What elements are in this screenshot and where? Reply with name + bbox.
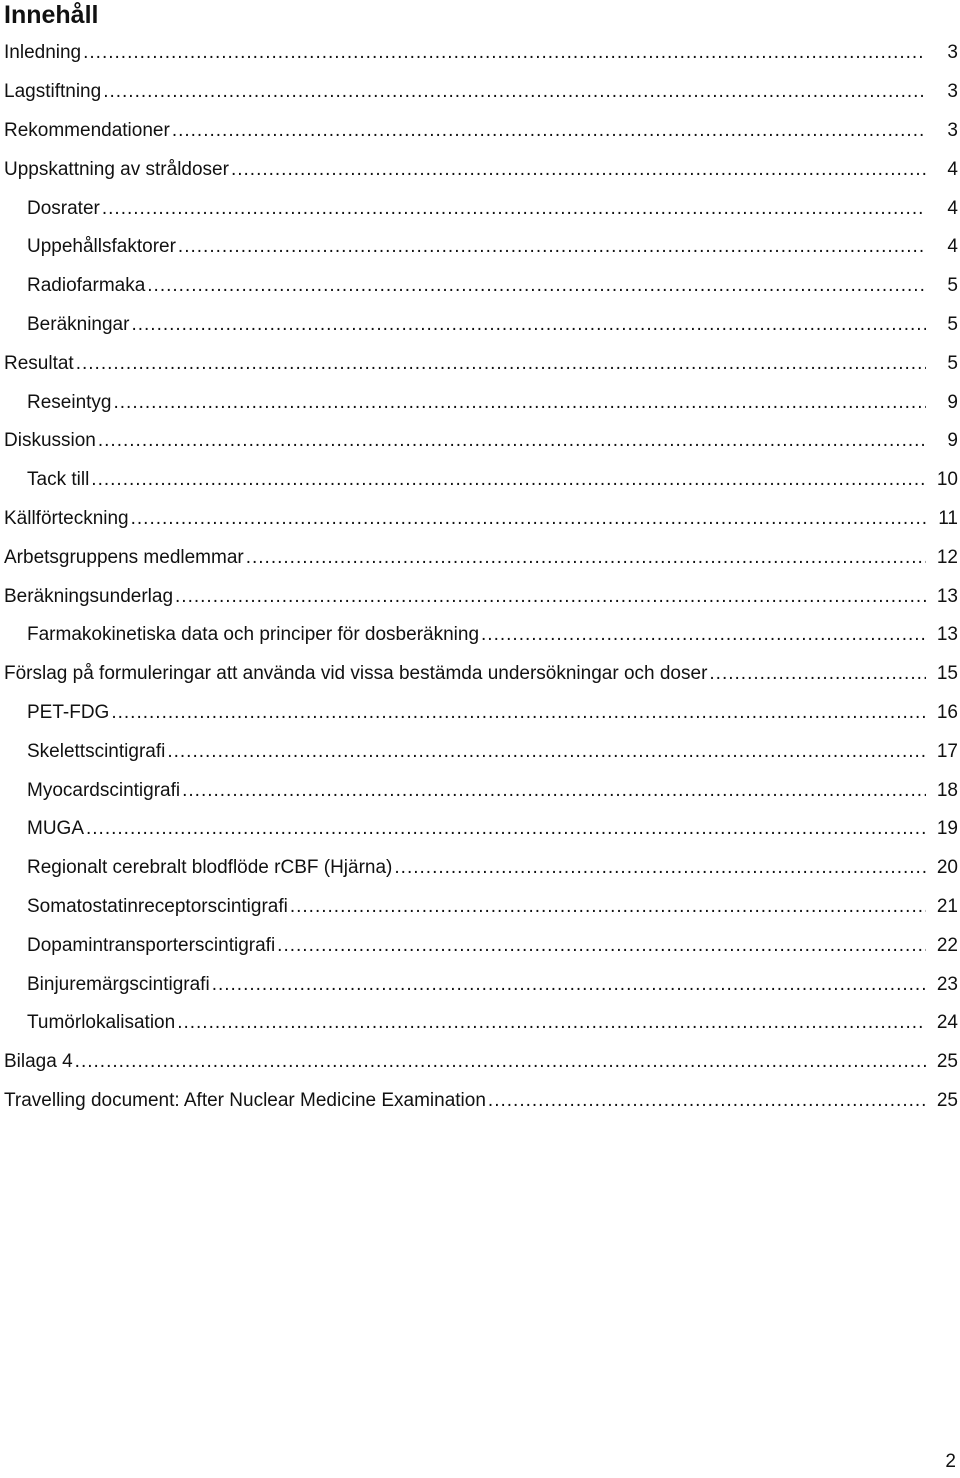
toc-entry[interactable] — [0, 1043, 960, 1082]
toc-entry[interactable] — [0, 888, 960, 927]
toc-dot-leader — [175, 585, 926, 609]
toc-entry-title: Beräkningsunderlag — [4, 585, 174, 607]
toc-entry[interactable] — [0, 267, 960, 306]
toc-dot-leader — [182, 779, 926, 803]
toc-entry-title: Rekommendationer — [4, 119, 170, 141]
toc-entry-title: Källförteckning — [4, 507, 129, 529]
toc-entry[interactable] — [0, 1082, 960, 1121]
toc-entry[interactable] — [0, 616, 960, 655]
toc-dot-leader — [114, 391, 927, 415]
toc-entry-title: Binjuremärgscintigrafi — [27, 973, 210, 995]
toc-entry-title: MUGA — [27, 818, 84, 840]
toc-dot-leader — [488, 1089, 926, 1113]
toc-dot-leader — [98, 429, 926, 453]
toc-entry-page: 5 — [926, 313, 958, 337]
toc-entry[interactable] — [0, 577, 960, 616]
toc-entry[interactable] — [0, 694, 960, 733]
toc-entry-page: 23 — [926, 973, 958, 997]
toc-dot-leader — [709, 662, 926, 686]
toc-entry[interactable] — [0, 461, 960, 500]
toc-entry-page: 3 — [926, 80, 958, 104]
toc-entry-title: PET-FDG — [27, 701, 110, 723]
toc-entry-page: 15 — [926, 662, 958, 686]
toc-entry-title: Tack till — [27, 469, 90, 491]
toc-entry-page: 3 — [926, 119, 958, 143]
toc-entry-title: Dosrater — [27, 197, 100, 219]
toc-dot-leader — [290, 895, 926, 919]
toc-entry[interactable] — [0, 732, 960, 771]
toc-entry-title: Beräkningar — [27, 313, 130, 335]
toc-entry-title: Lagstiftning — [4, 81, 102, 103]
toc-entry-page: 5 — [926, 352, 958, 376]
toc-entry-page: 13 — [926, 623, 958, 647]
toc-entry-title: Myocardscintigrafi — [27, 779, 181, 801]
toc-entry-title: Diskussion — [4, 430, 96, 452]
toc-dot-leader — [172, 119, 926, 143]
toc-entry[interactable] — [0, 150, 960, 189]
toc-entry-title: Skelettscintigrafi — [27, 740, 166, 762]
toc-entry-page: 22 — [926, 934, 958, 958]
toc-dot-leader — [75, 1050, 926, 1074]
toc-entry-title: Arbetsgruppens medlemmar — [4, 546, 244, 568]
toc-entry-title: Förslag på formuleringar att använda vid vissa bestämda undersökningar och doser — [4, 663, 708, 685]
toc-entry-page: 20 — [926, 856, 958, 880]
toc-dot-leader — [178, 235, 926, 259]
toc-dot-leader — [131, 507, 926, 531]
toc-dot-leader — [76, 352, 926, 376]
toc-entry-title: Dopamintransporterscintigrafi — [27, 934, 276, 956]
toc-entry[interactable] — [0, 383, 960, 422]
toc-entry-page: 9 — [926, 391, 958, 415]
toc-dot-leader — [102, 197, 926, 221]
toc-entry-page: 4 — [926, 197, 958, 221]
toc-entry-title: Somatostatinreceptorscintigrafi — [27, 895, 288, 917]
toc-entry-title: Travelling document: After Nuclear Medicine Examination — [4, 1089, 486, 1111]
toc-dot-leader — [86, 817, 926, 841]
toc-entry[interactable] — [0, 926, 960, 965]
toc-dot-leader — [277, 934, 926, 958]
toc-dot-leader — [91, 468, 926, 492]
toc-entry[interactable] — [0, 189, 960, 228]
toc-entry-page: 17 — [926, 740, 958, 764]
toc-entry-title: Bilaga 4 — [4, 1051, 73, 1073]
toc-entry-page: 5 — [926, 274, 958, 298]
toc-entry-title: Farmakokinetiska data och principer för dosberäkning — [27, 624, 480, 646]
toc-entry-page: 24 — [926, 1011, 958, 1035]
toc-entry-page: 25 — [926, 1089, 958, 1113]
toc-entry-title: Uppehållsfaktorer — [27, 236, 176, 258]
toc-entry-title: Resultat — [4, 352, 74, 374]
toc-entry[interactable] — [0, 965, 960, 1004]
toc-entry[interactable] — [0, 112, 960, 151]
toc-entry-page: 19 — [926, 817, 958, 841]
page-number: 2 — [945, 1451, 956, 1472]
toc-entry[interactable] — [0, 344, 960, 383]
toc-entry-page: 10 — [926, 468, 958, 492]
toc-dot-leader — [131, 313, 926, 337]
toc-entry-page: 9 — [926, 429, 958, 453]
toc-entry[interactable] — [0, 34, 960, 73]
toc-dot-leader — [167, 740, 926, 764]
toc-entry[interactable] — [0, 810, 960, 849]
toc-entry-page: 18 — [926, 779, 958, 803]
toc-heading: Innehåll — [4, 1, 99, 29]
toc-dot-leader — [147, 274, 926, 298]
toc-dot-leader — [103, 80, 926, 104]
toc-entry[interactable] — [0, 73, 960, 112]
toc-entry-title: Tumörlokalisation — [27, 1012, 176, 1034]
toc-entry-page: 13 — [926, 585, 958, 609]
toc-entry-title: Radiofarmaka — [27, 275, 146, 297]
toc-entry-title: Inledning — [4, 42, 82, 64]
toc-dot-leader — [481, 623, 926, 647]
toc-entry-page: 16 — [926, 701, 958, 725]
toc-entry[interactable] — [0, 306, 960, 345]
toc-dot-leader — [212, 973, 926, 997]
toc-entry-page: 11 — [926, 507, 958, 531]
toc-entry[interactable] — [0, 228, 960, 267]
toc-dot-leader — [394, 856, 926, 880]
toc-entry[interactable] — [0, 1004, 960, 1043]
toc-entry[interactable] — [0, 655, 960, 694]
toc-dot-leader — [246, 546, 926, 570]
toc-entry-page: 4 — [926, 158, 958, 182]
toc-dot-leader — [177, 1011, 926, 1035]
toc-dot-leader — [231, 158, 926, 182]
toc-entry[interactable] — [0, 422, 960, 461]
toc-entry-page: 21 — [926, 895, 958, 919]
toc-entry[interactable] — [0, 500, 960, 539]
toc-entry-title: Regionalt cerebralt blodflöde rCBF (Hjärna) — [27, 857, 393, 879]
toc-entry-page: 12 — [926, 546, 958, 570]
toc-entry-page: 4 — [926, 235, 958, 259]
toc-entry-title: Uppskattning av stråldoser — [4, 158, 229, 180]
table-of-contents — [0, 34, 960, 1120]
toc-entry[interactable] — [0, 538, 960, 577]
toc-entry[interactable] — [0, 849, 960, 888]
toc-dot-leader — [111, 701, 926, 725]
toc-entry-title: Reseintyg — [27, 391, 112, 413]
toc-entry[interactable] — [0, 771, 960, 810]
toc-entry-page: 3 — [926, 41, 958, 65]
toc-dot-leader — [83, 41, 926, 65]
toc-entry-page: 25 — [926, 1050, 958, 1074]
